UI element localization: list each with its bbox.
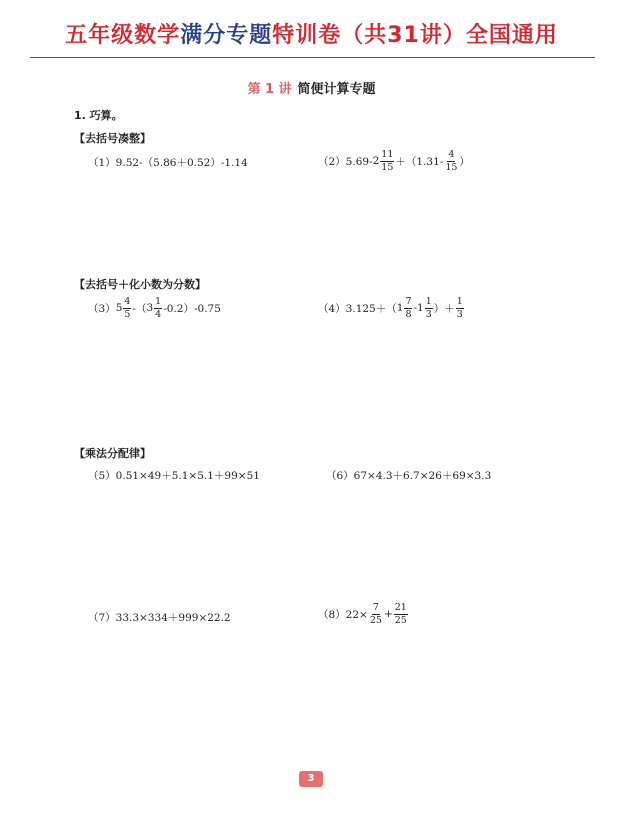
problem-3 <box>88 297 221 319</box>
problem-2 <box>318 150 470 172</box>
banner-title-part2: 满分专题 <box>180 23 273 48</box>
problem-4-fraction-2 <box>425 297 433 319</box>
problem-4-mixed-number-1 <box>397 297 414 319</box>
problem-8-prefix: （8）22× <box>318 608 368 621</box>
problem-3-mixed-number-2 <box>146 297 163 319</box>
problem-3-fraction-2 <box>154 297 162 319</box>
denominator: 3 <box>425 308 432 320</box>
denominator: 15 <box>445 161 458 173</box>
denominator: 15 <box>381 161 394 173</box>
question-label: 1. 巧算。 <box>74 109 123 122</box>
numerator: 4 <box>448 149 455 160</box>
problem-2-mixed-number <box>373 150 396 172</box>
denominator: 25 <box>369 614 382 626</box>
problem-7 <box>88 610 231 625</box>
problem-1 <box>88 155 248 170</box>
problem-5-text: （5）0.51×49＋5.1×5.1＋99×51 <box>88 470 260 482</box>
section-title-2: 【去括号＋化小数为分数】 <box>74 278 206 291</box>
numerator: 11 <box>381 149 394 160</box>
problem-2-whole: 2 <box>372 155 380 167</box>
problem-4-whole-1: 1 <box>396 302 404 314</box>
numerator: 1 <box>425 296 432 307</box>
denominator: 5 <box>124 308 131 320</box>
numerator: 7 <box>405 296 412 307</box>
problem-4-mid: - <box>413 302 418 314</box>
problem-1-text: （1）9.52-（5.86＋0.52）-1.14 <box>88 157 248 169</box>
problem-6 <box>326 468 491 483</box>
section-title-1: 【去括号凑整】 <box>74 132 151 145</box>
numerator: 1 <box>155 296 162 307</box>
problem-8-fraction-2 <box>394 603 408 625</box>
problem-2-mid: ＋（1.31- <box>395 155 444 168</box>
denominator: 3 <box>456 308 463 320</box>
problem-2-fraction-1 <box>380 150 394 172</box>
banner-title <box>0 18 623 49</box>
problem-2-prefix: （2）5.69- <box>318 155 373 168</box>
problem-3-whole-1: 5 <box>115 302 123 314</box>
denominator: 25 <box>394 614 407 626</box>
problem-3-prefix: （3） <box>88 302 116 315</box>
numerator: 21 <box>394 602 407 613</box>
lesson-number: 第 1 讲 <box>247 82 292 97</box>
lesson-title: 简便计算专题 <box>297 82 376 97</box>
problem-7-text: （7）33.3×334＋999×22.2 <box>88 612 231 624</box>
problem-4-mixed-number-2 <box>417 297 434 319</box>
header-divider <box>30 57 595 58</box>
denominator: 8 <box>405 308 412 320</box>
problem-3-fraction-1 <box>123 297 131 319</box>
problem-3-mid: -（ <box>132 302 147 315</box>
problem-8-fraction-1 <box>369 603 383 625</box>
page-number-badge: 3 <box>299 771 323 787</box>
problem-4-whole-2: 1 <box>417 302 424 314</box>
problem-6-text: （6）67×4.3＋6.7×26＋69×3.3 <box>326 470 492 482</box>
problem-3-end: -0.2）-0.75 <box>163 302 221 315</box>
problem-4-fraction-3 <box>456 297 464 319</box>
problem-2-fraction-2 <box>444 150 458 172</box>
problem-8 <box>318 603 409 625</box>
denominator: 4 <box>155 308 162 320</box>
banner-title-part3: 特训卷（共31讲）全国通用 <box>272 23 558 48</box>
problem-4-end: ）＋ <box>433 302 455 315</box>
banner-title-part1: 五年级数学 <box>65 23 181 48</box>
numerator: 7 <box>372 602 379 613</box>
numerator: 1 <box>456 296 463 307</box>
problem-3-mixed-number-1 <box>116 297 133 319</box>
lesson-heading <box>0 78 623 97</box>
problem-3-whole-2: 3 <box>146 302 154 314</box>
problem-4-fraction-1 <box>404 297 412 319</box>
numerator: 4 <box>124 296 131 307</box>
section-title-3: 【乘法分配律】 <box>74 447 151 460</box>
problem-5 <box>88 468 260 483</box>
problem-2-end: ） <box>459 155 470 168</box>
problem-4 <box>318 297 465 319</box>
problem-4-prefix: （4）3.125＋（ <box>318 302 397 315</box>
problem-8-mid: + <box>383 608 393 620</box>
